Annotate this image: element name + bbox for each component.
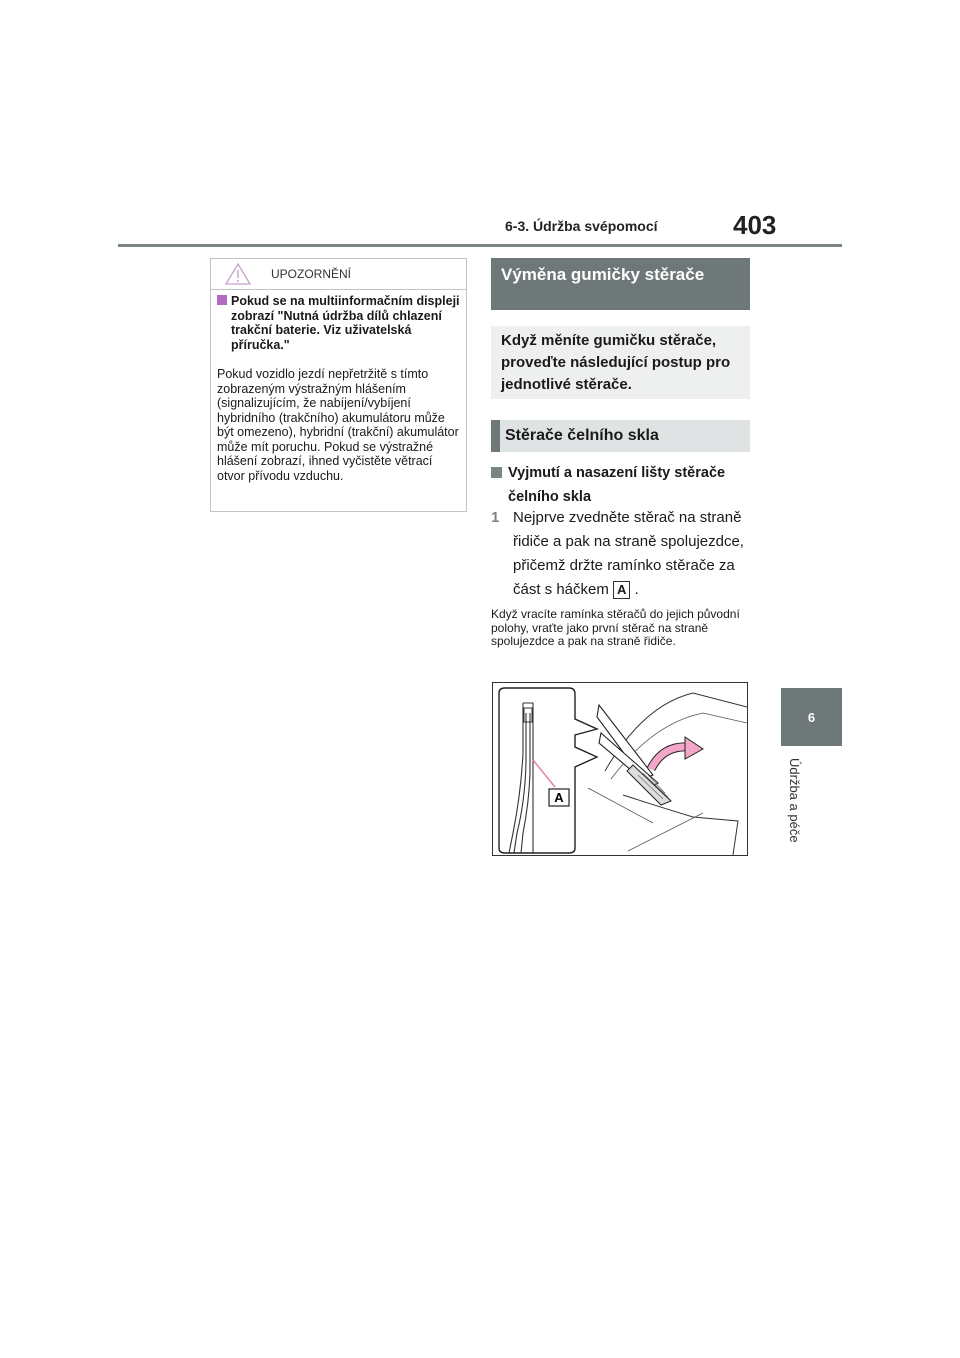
caution-body: Pokud vozidlo jezdí nepřetržitě s tímto zobrazeným výstražným hlášením (signalizujícím, že nabíjení/vybíjení hybridního (trakčního) akumulátoru může být omezeno), hybridní (trakční) akumulátor může mít poruchu. Pokud se výstražné hlášení zobrazí, ihned vyčistěte větrací otvor přívodu vzduchu. bbox=[217, 367, 459, 483]
square-bullet-icon bbox=[491, 467, 502, 478]
caution-subheading-text: Pokud se na multiinformačním displeji zobrazí "Nutná údržba dílů chlazení trakční baterie. Viz uživatelská příručka." bbox=[231, 294, 460, 352]
step-1 bbox=[491, 506, 753, 602]
caution-header bbox=[211, 259, 466, 290]
chapter-tab bbox=[781, 688, 842, 746]
page-number: 403 bbox=[733, 210, 777, 240]
section-intro: Když měníte gumičku stěrače, proveďte následující postup pro jednotlivé stěrače. bbox=[491, 326, 750, 399]
chapter-title-vertical bbox=[769, 758, 819, 868]
caution-box bbox=[210, 258, 467, 512]
section-header: 6-3. Údržba svépomocí bbox=[505, 218, 658, 234]
warning-triangle-icon bbox=[225, 263, 251, 285]
chapter-title: Údržba a péče bbox=[787, 758, 802, 843]
caution-title: UPOZORNĚNÍ bbox=[271, 267, 352, 281]
caution-subheading bbox=[217, 294, 461, 352]
callout-marker: A bbox=[613, 581, 630, 599]
header-rule bbox=[118, 244, 842, 247]
chapter-number: 6 bbox=[807, 709, 816, 725]
subsection-title: Stěrače čelního skla bbox=[491, 420, 750, 452]
figure-label-a: A bbox=[554, 790, 564, 805]
step-end: . bbox=[634, 581, 639, 598]
step-text: Nejprve zvedněte stěrač na straně řidiče a pak na straně spolujezdce, přičemž držte ramínko stěrače za část s háčkem bbox=[513, 509, 744, 598]
step-note: Když vracíte ramínka stěračů do jejich původní polohy, vraťte jako první stěrač na straně spolujezdce a pak na straně řidiče. bbox=[491, 607, 740, 648]
square-bullet-icon bbox=[217, 295, 227, 305]
step-text-block bbox=[513, 506, 753, 602]
procedure-heading-text: Vyjmutí a nasazení lišty stěrače čelního skla bbox=[508, 465, 726, 505]
wiper-figure bbox=[492, 682, 748, 856]
section-title: Výměna gumičky stěrače bbox=[491, 258, 750, 310]
procedure-heading bbox=[491, 461, 753, 509]
wiper-illustration bbox=[493, 683, 747, 855]
step-number: 1 bbox=[491, 509, 500, 526]
